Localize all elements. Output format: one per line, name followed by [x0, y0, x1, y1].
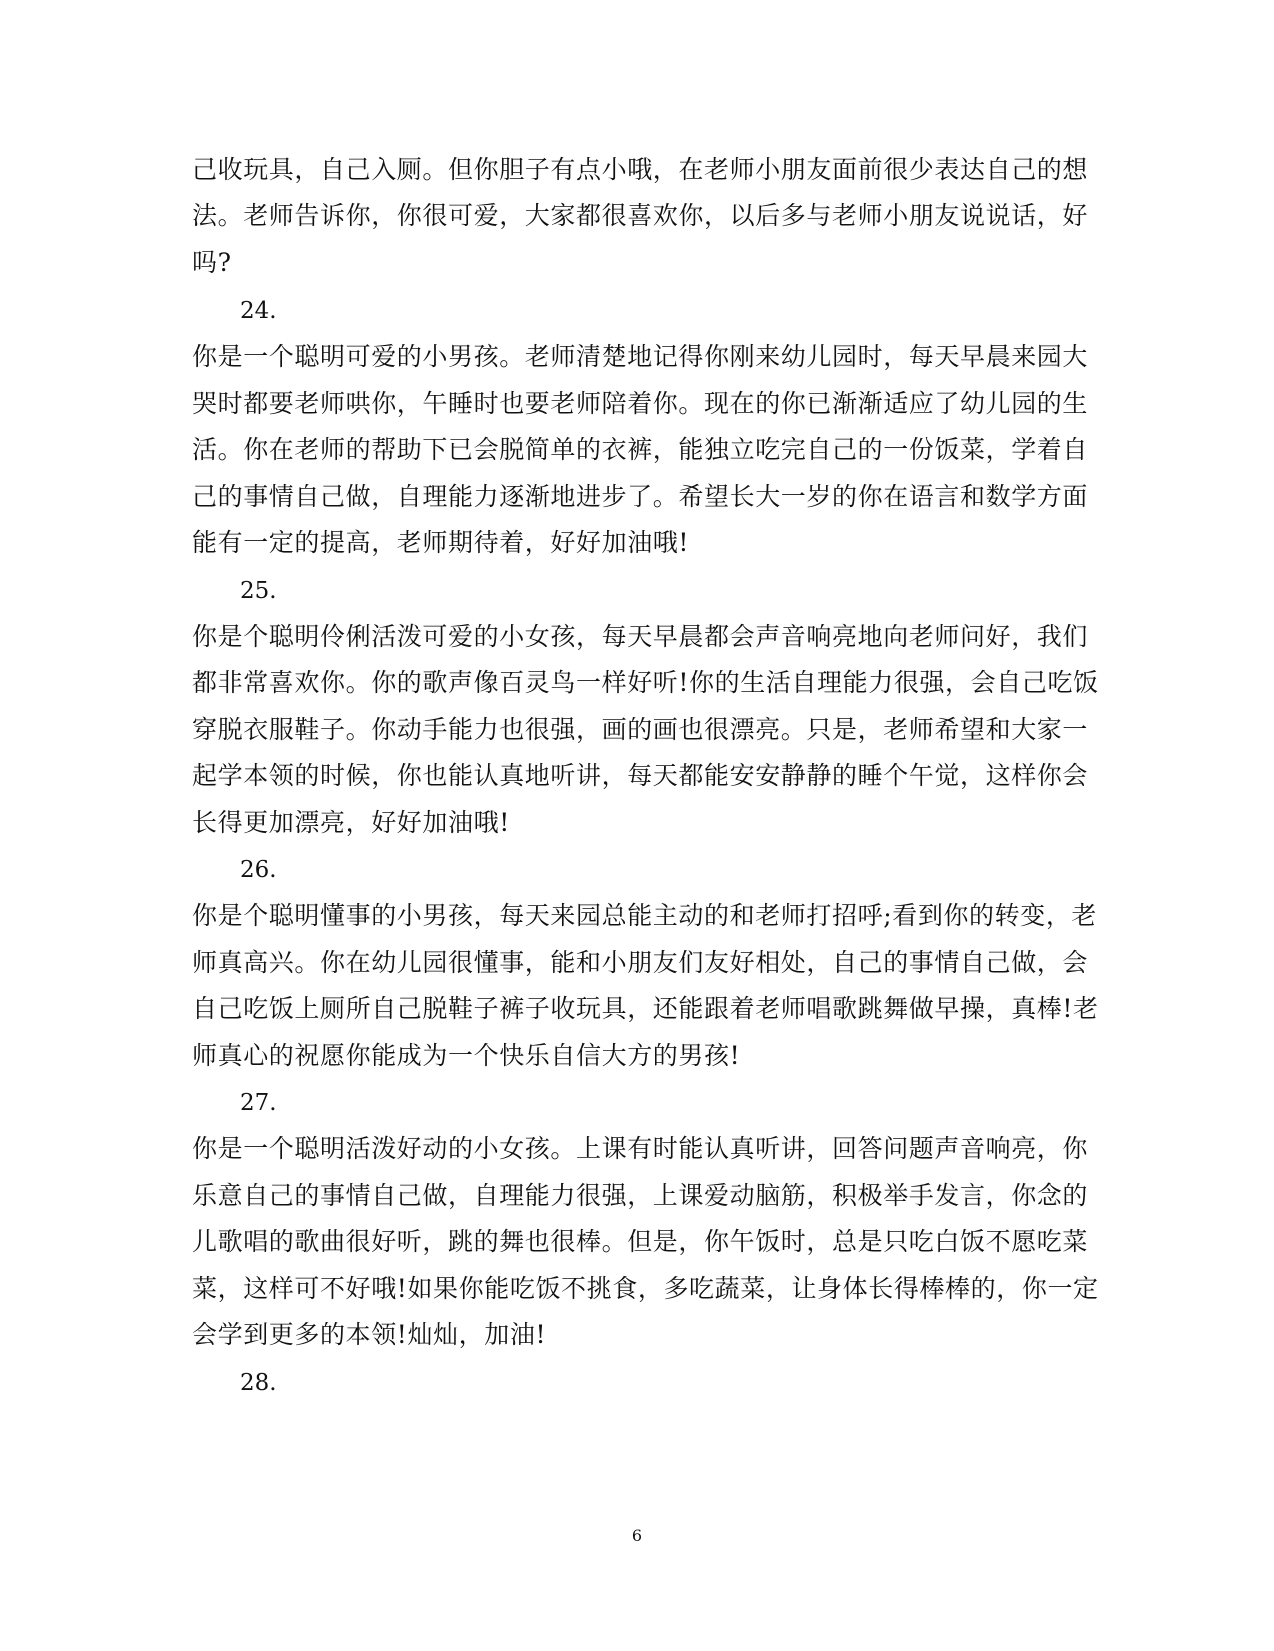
- text-line: 儿歌唱的歌曲很好听，跳的舞也很棒。但是，你午饭时，总是只吃白饭不愿吃菜: [192, 1227, 1089, 1256]
- item-number: 25.: [240, 578, 277, 604]
- text-line: 乐意自己的事情自己做，自理能力很强，上课爱动脑筋，积极举手发言，你念的: [192, 1181, 1089, 1210]
- text-line: 会学到更多的本领!灿灿，加油!: [192, 1320, 547, 1349]
- text-line: 你是个聪明懂事的小男孩，每天来园总能主动的和老师打招呼;看到你的转变，老: [192, 901, 1098, 930]
- text-line: 穿脱衣服鞋子。你动手能力也很强，画的画也很漂亮。只是，老师希望和大家一: [192, 715, 1089, 744]
- item-number: 24.: [240, 298, 277, 324]
- text-line: 都非常喜欢你。你的歌声像百灵鸟一样好听!你的生活自理能力很强，会自己吃饭: [192, 668, 1099, 697]
- text-line: 你是一个聪明活泼好动的小女孩。上课有时能认真听讲，回答问题声音响亮，你: [192, 1134, 1089, 1163]
- text-line: 师真心的祝愿你能成为一个快乐自信大方的男孩!: [192, 1041, 741, 1070]
- text-line: 起学本领的时候，你也能认真地听讲，每天都能安安静静的睡个午觉，这样你会: [192, 761, 1089, 790]
- text-line: 吗?: [192, 248, 232, 277]
- text-line: 自己吃饭上厕所自己脱鞋子裤子收玩具，还能跟着老师唱歌跳舞做早操，真棒!老: [192, 994, 1099, 1023]
- text-line: 哭时都要老师哄你，午睡时也要老师陪着你。现在的你已渐渐适应了幼儿园的生: [192, 389, 1089, 418]
- text-line: 你是一个聪明可爱的小男孩。老师清楚地记得你刚来幼儿园时，每天早晨来园大: [192, 342, 1089, 371]
- text-line: 师真高兴。你在幼儿园很懂事，能和小朋友们友好相处，自己的事情自己做，会: [192, 948, 1089, 977]
- text-line: 己的事情自己做，自理能力逐渐地进步了。希望长大一岁的你在语言和数学方面: [192, 482, 1089, 511]
- item-number: 28.: [240, 1370, 277, 1396]
- page-number: 6: [631, 1526, 643, 1545]
- text-line: 菜，这样可不好哦!如果你能吃饭不挑食，多吃蔬菜，让身体长得棒棒的，你一定: [192, 1274, 1099, 1303]
- item-number: 27.: [240, 1090, 277, 1116]
- text-line: 法。老师告诉你，你很可爱，大家都很喜欢你，以后多与老师小朋友说说话，好: [192, 201, 1089, 230]
- text-line: 长得更加漂亮，好好加油哦!: [192, 808, 510, 837]
- text-line: 己收玩具，自己入厕。但你胆子有点小哦，在老师小朋友面前很少表达自己的想: [192, 155, 1089, 184]
- text-line: 活。你在老师的帮助下已会脱简单的衣裤，能独立吃完自己的一份饭菜，学着自: [192, 435, 1089, 464]
- item-number: 26.: [240, 857, 277, 883]
- text-line: 能有一定的提高，老师期待着，好好加油哦!: [192, 528, 690, 557]
- text-line: 你是个聪明伶俐活泼可爱的小女孩，每天早晨都会声音响亮地向老师问好，我们: [192, 622, 1089, 651]
